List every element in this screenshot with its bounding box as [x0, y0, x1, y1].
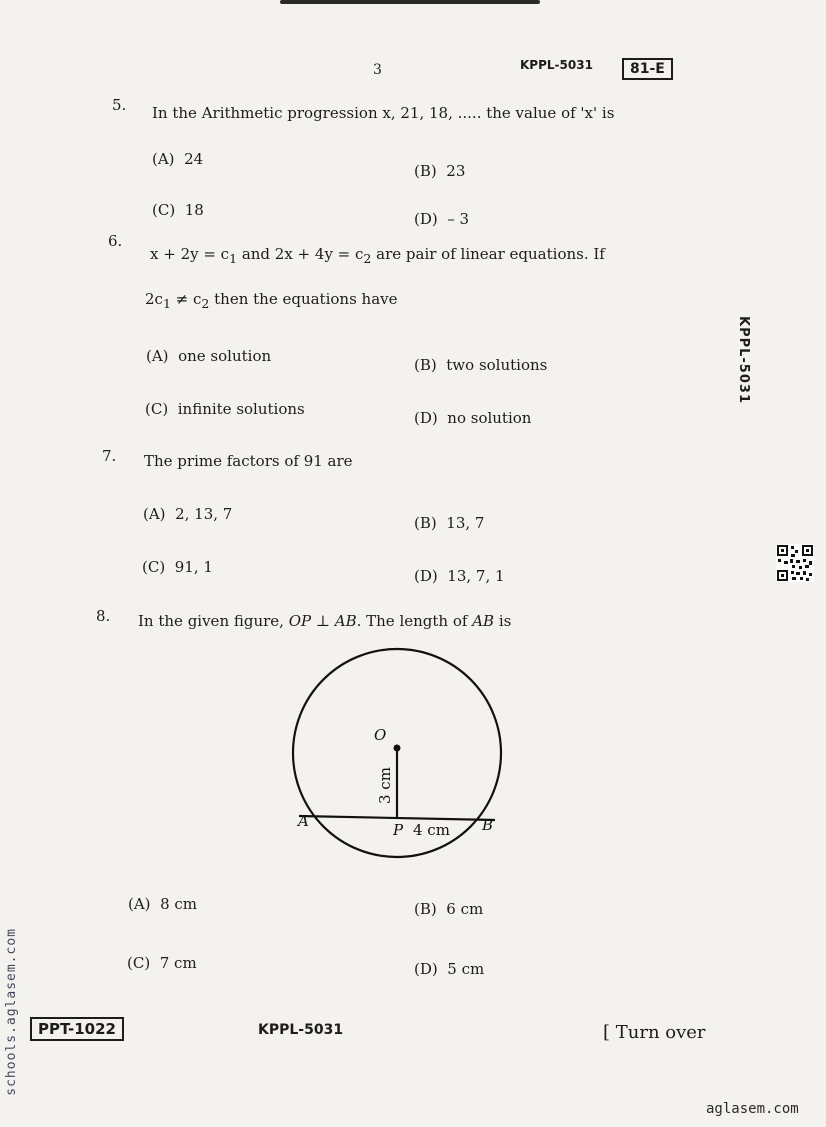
qr-code-icon: [776, 544, 814, 582]
q7-number: 7.: [102, 447, 117, 465]
q7-option-c: (C) 91, 1: [142, 558, 213, 576]
q8-option-b: (B) 6 cm: [414, 900, 484, 918]
label-op-length: 3 cm: [376, 767, 394, 804]
footer-left-code: PPT-1022: [30, 1017, 124, 1041]
page-number: 3: [373, 62, 382, 78]
center-point: [394, 745, 401, 752]
circle-figure: [280, 640, 520, 870]
footer-center-code: KPPL-5031: [258, 1022, 344, 1038]
q6-text-line1: $x + 2y = c_1$ and $2x + 4y = c_2$ are pair of linear equations. If: [150, 245, 605, 266]
q8-text: In the given figure, OP ⊥ AB. The length of AB is: [138, 612, 512, 630]
q8-option-d: (D) 5 cm: [414, 960, 485, 978]
turn-over-text: [ Turn over: [603, 1022, 706, 1043]
label-pb-length: 4 cm: [413, 821, 450, 839]
q7-option-b: (B) 13, 7: [414, 514, 485, 532]
q6-option-b: (B) two solutions: [414, 356, 548, 374]
label-b: B: [482, 816, 494, 834]
q8-option-a: (A) 8 cm: [128, 895, 198, 913]
top-edge-rule: [280, 0, 540, 4]
version-box: 81-E: [622, 58, 673, 80]
side-code: KPPL-5031: [736, 316, 751, 404]
bottom-watermark: aglasem.com: [706, 1101, 799, 1117]
q7-option-a: (A) 2, 13, 7: [143, 505, 233, 523]
q7-text: The prime factors of 91 are: [144, 452, 353, 470]
q5-option-a: (A) 24: [152, 150, 204, 168]
q5-option-d: (D) – 3: [414, 210, 470, 228]
label-p: P: [393, 821, 404, 839]
q6-option-a: (A) one solution: [146, 347, 272, 365]
q5-number: 5.: [112, 96, 127, 114]
q6-option-d: (D) no solution: [414, 409, 532, 427]
q5-text: In the Arithmetic progression x, 21, 18, ..... the value of 'x' is: [152, 104, 615, 122]
q7-option-d: (D) 13, 7, 1: [414, 567, 505, 585]
q8-number: 8.: [96, 607, 111, 625]
label-o: O: [374, 726, 387, 744]
header-code: KPPL-5031: [520, 58, 593, 72]
q6-option-c: (C) infinite solutions: [145, 400, 305, 418]
q6-text-line2: $2c_1 \ne c_2$ then the equations have: [145, 290, 398, 311]
q8-option-c: (C) 7 cm: [127, 954, 197, 972]
vertical-watermark: schools.aglasem.com: [4, 928, 19, 1096]
q6-number: 6.: [108, 232, 123, 250]
label-a: A: [298, 812, 309, 830]
q5-option-c: (C) 18: [152, 201, 204, 219]
q5-option-b: (B) 23: [414, 162, 466, 180]
